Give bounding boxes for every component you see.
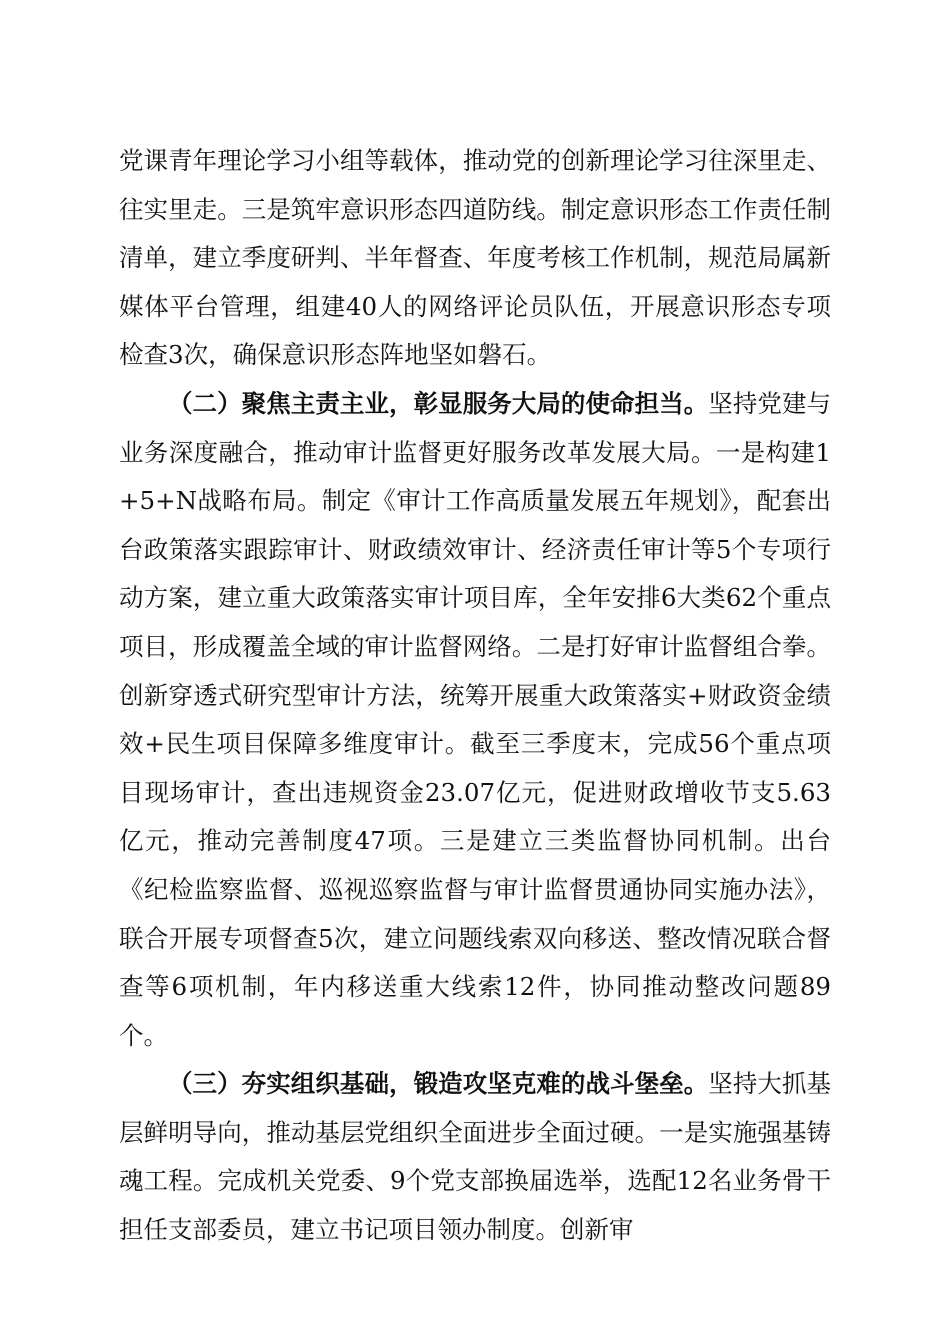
document-page — [119, 137, 831, 1255]
section-heading-three: （三）夯实组织基础，锻造攻坚克难的战斗堡垒。 — [168, 1069, 709, 1099]
paragraph-body: 坚持党建与业务深度融合，推动审计监督更好服务改革发展大局。一是构建1+5+N战略布局。制定《审计工作高质量发展五年规划》，配套出台政策落实跟踪审计、财政绩效审计、经济责任审计等5个专项行动方案，建立重大政策落实审计项目库，全年安排6大类62个重点项目，形成覆盖全域的审计监督网络。二是打好审计监督组合拳。创新穿透式研究型审计方法，统筹开展重大政策落实+财政资金绩效+民生项目保障多维度审计。截至三季度末，完成56个重点项目现场审计，查出违规资金23.07亿元，促进财政增收节支5.63亿元，推动完善制度47项。三是建立三类监督协同机制。出台《纪检监察监督、巡视巡察监督与审计监督贯通协同实施办法》，联合开展专项督查5次，建立问题线索双向移送、整改情况联合督查等6项机制，年内移送重大线索12件，协同推动整改问题89个。 — [119, 388, 832, 1050]
paragraph-body: 坚持大抓基层鲜明导向，推动基层党组织全面进步全面过硬。一是实施强基铸魂工程。完成机关党委、9个党支部换届选举，选配12名业务骨干担任支部委员，建立书记项目领办制度。创新审 — [119, 1069, 832, 1245]
paragraph-ideology-continuation — [119, 137, 831, 380]
paragraph-body: 党课青年理论学习小组等载体，推动党的创新理论学习往深里走、往实里走。三是筑牢意识形态四道防线。制定意识形态工作责任制清单，建立季度研判、半年督查、年度考核工作机制，规范局属新媒体平台管理，组建40人的网络评论员队伍，开展意识形态专项检查3次，确保意识形态阵地坚如磐石。 — [119, 146, 831, 370]
section-heading-two: （二）聚焦主责主业，彰显服务大局的使命担当。 — [168, 388, 709, 418]
paragraph-section-two — [119, 380, 831, 1060]
paragraph-section-three — [119, 1060, 831, 1254]
